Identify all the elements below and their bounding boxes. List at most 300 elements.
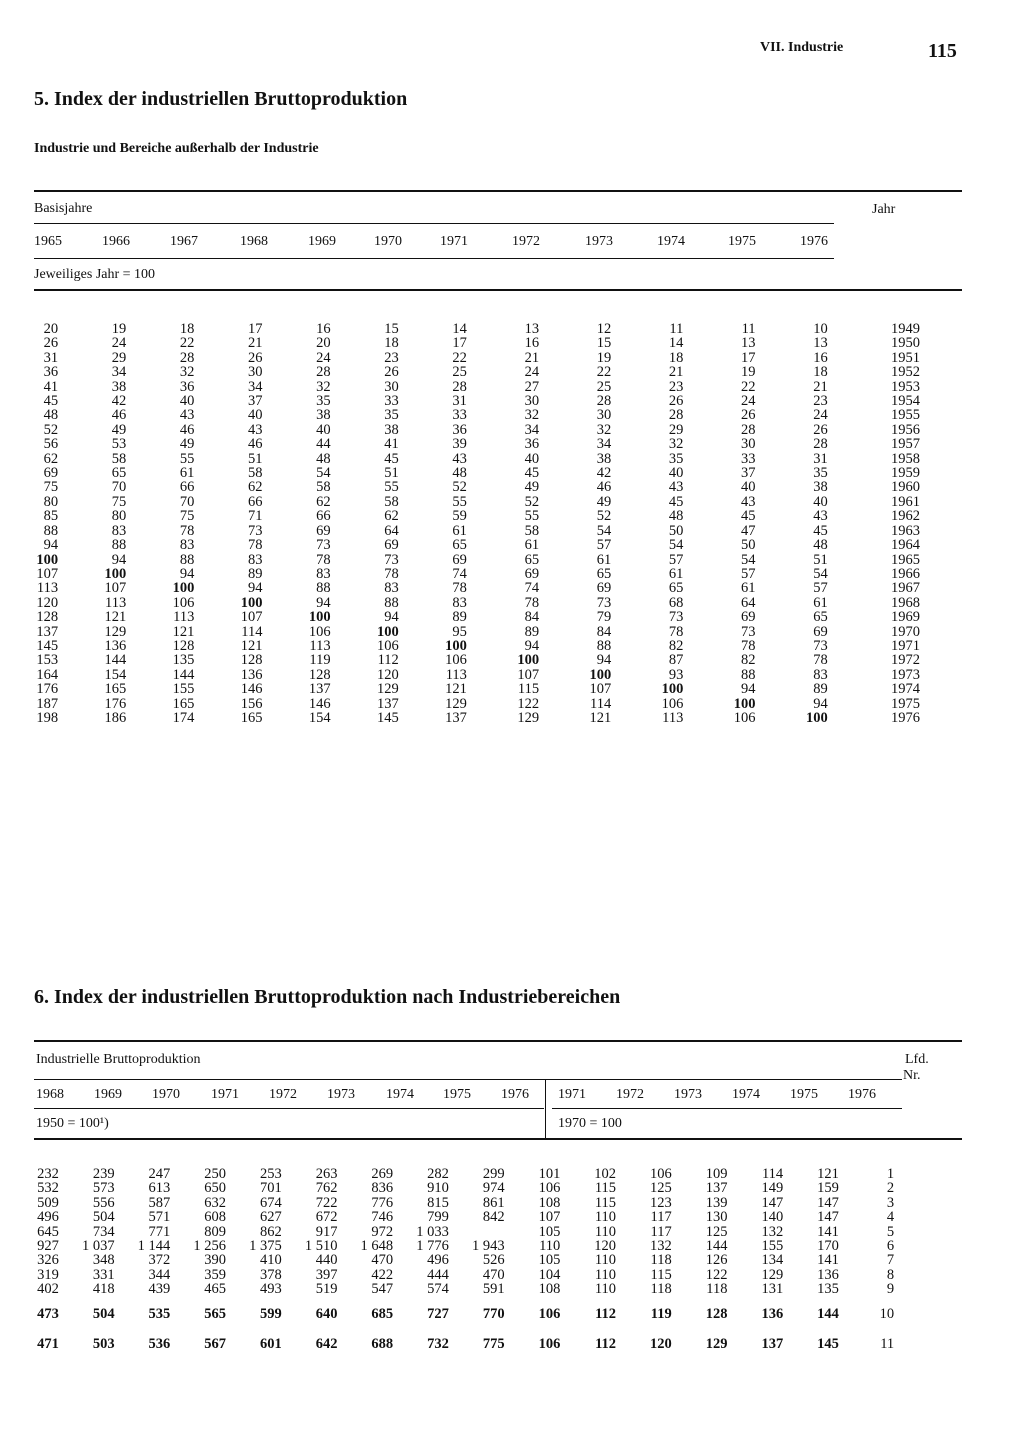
table-row bbox=[20, 553, 920, 567]
table5-cell: 28 bbox=[596, 393, 612, 410]
table5-row-year: 1951 bbox=[891, 349, 920, 366]
table-row bbox=[20, 336, 920, 350]
table5-cell: 58 bbox=[111, 450, 127, 467]
table6-cell-b: 147 bbox=[761, 1194, 784, 1211]
table5-cell: 113 bbox=[173, 609, 195, 626]
table5-cell: 94 bbox=[111, 551, 127, 568]
table6-cell-a: 504 bbox=[92, 1209, 115, 1226]
table6-cell-b: 144 bbox=[705, 1238, 728, 1255]
table5-cell: 83 bbox=[179, 537, 195, 554]
table-row bbox=[20, 524, 920, 538]
table5-cell: 68 bbox=[668, 594, 684, 611]
table5-cell: 120 bbox=[377, 666, 399, 683]
table6-cell-a: 253 bbox=[259, 1166, 282, 1182]
table-row bbox=[20, 322, 920, 336]
table6-cell-a: 861 bbox=[482, 1194, 505, 1211]
table-row bbox=[20, 509, 920, 523]
table5-cell: 82 bbox=[741, 652, 756, 669]
table6-cell-a: 770 bbox=[482, 1305, 505, 1322]
table-row bbox=[20, 711, 920, 725]
table5-cell: 56 bbox=[43, 436, 59, 453]
table6-cell-b: 159 bbox=[817, 1180, 839, 1197]
table6-cell-b: 122 bbox=[705, 1266, 728, 1283]
table6-cell-b: 149 bbox=[761, 1180, 784, 1197]
table-row bbox=[20, 697, 920, 711]
table5-row-year: 1968 bbox=[891, 594, 920, 611]
table5-cell: 69 bbox=[43, 465, 59, 482]
table5-cell: 62 bbox=[43, 450, 59, 467]
table5-cell: 30 bbox=[741, 436, 756, 453]
table6-year-b: 1974 bbox=[732, 1087, 760, 1102]
table5-cell: 78 bbox=[384, 565, 399, 582]
table6-cell-a: 503 bbox=[92, 1336, 115, 1353]
table6-cell-a: 587 bbox=[148, 1194, 171, 1211]
table5-cell: 79 bbox=[596, 609, 612, 626]
table5-cell: 75 bbox=[179, 508, 195, 525]
table5-cell: 64 bbox=[741, 594, 756, 611]
table5-cell: 26 bbox=[248, 349, 263, 366]
table6-cell-b: 110 bbox=[594, 1209, 617, 1226]
table6-cell-b: 106 bbox=[538, 1180, 561, 1197]
table5-cell: 107 bbox=[589, 681, 612, 698]
table6-cell-b: 112 bbox=[595, 1305, 617, 1322]
table5-cell: 155 bbox=[172, 681, 195, 698]
table6-cell-a: 263 bbox=[315, 1166, 338, 1182]
table5-row-year: 1961 bbox=[891, 493, 920, 510]
table5-cell: 25 bbox=[596, 378, 612, 395]
table6-row-number: 1 bbox=[886, 1166, 895, 1182]
table5-cell: 43 bbox=[452, 450, 467, 467]
table5-cell: 34 bbox=[111, 364, 127, 381]
table5-cell: 95 bbox=[452, 623, 467, 640]
table6-cell-a: 1 256 bbox=[193, 1238, 226, 1255]
table6-cell-a: 444 bbox=[427, 1266, 449, 1283]
table6-cell-a: 727 bbox=[427, 1305, 449, 1322]
table-row bbox=[20, 682, 920, 696]
table5-cell: 87 bbox=[668, 652, 684, 669]
table6-cell-a: 465 bbox=[204, 1281, 226, 1298]
table6-cell-b: 120 bbox=[594, 1238, 617, 1255]
table5-cell: 107 bbox=[240, 609, 263, 626]
table6-base-a: 1950 = 100¹) bbox=[36, 1116, 109, 1131]
table6-group-rule bbox=[34, 1079, 902, 1080]
table5-header-rule bbox=[34, 289, 962, 291]
table5-cell: 88 bbox=[43, 522, 59, 539]
table6-cell-a: 470 bbox=[371, 1252, 394, 1269]
table5-cell: 113 bbox=[105, 594, 127, 611]
table5-cell: 69 bbox=[813, 623, 828, 640]
table6-cell-b: 145 bbox=[817, 1336, 839, 1353]
table5-cell: 164 bbox=[36, 666, 59, 683]
table6-cell-a: 378 bbox=[259, 1266, 282, 1283]
table6-cell-b: 115 bbox=[594, 1194, 617, 1211]
table6-nr-label-2: Nr. bbox=[903, 1068, 921, 1083]
table5-cell: 94 bbox=[596, 652, 612, 669]
table6-cell-b: 128 bbox=[705, 1305, 728, 1322]
table5-cell: 107 bbox=[517, 666, 540, 683]
table5-cell: 54 bbox=[741, 551, 756, 568]
table5-cell: 22 bbox=[596, 364, 612, 381]
table5-cell: 21 bbox=[668, 364, 684, 381]
table6-cell-b: 108 bbox=[538, 1281, 561, 1298]
table6-cell-b: 132 bbox=[761, 1223, 784, 1240]
table-row bbox=[20, 1282, 930, 1296]
table5-cell: 100 bbox=[172, 580, 195, 597]
table5-cell: 153 bbox=[36, 652, 59, 669]
table5-cell: 146 bbox=[240, 681, 263, 698]
table6-cell-b: 141 bbox=[817, 1223, 839, 1240]
table5-cell: 145 bbox=[377, 709, 399, 726]
table5-cell: 106 bbox=[445, 652, 467, 669]
table5-cell: 83 bbox=[452, 594, 467, 611]
table5-cell: 37 bbox=[248, 393, 263, 410]
table6-row-number: 3 bbox=[886, 1194, 895, 1211]
table5-cell: 52 bbox=[524, 493, 540, 510]
table5-cell: 88 bbox=[384, 594, 399, 611]
table5-cell: 22 bbox=[179, 335, 195, 352]
table5-cell: 35 bbox=[384, 407, 399, 424]
table6-cell-a: 640 bbox=[315, 1305, 338, 1322]
table6-header-rule bbox=[34, 1138, 962, 1140]
table5-cell: 42 bbox=[111, 393, 127, 410]
table6-cell-a: 573 bbox=[92, 1180, 115, 1197]
table5-cell: 135 bbox=[172, 652, 195, 669]
table5-cell: 100 bbox=[517, 652, 540, 669]
table6-cell-a: 344 bbox=[148, 1266, 171, 1283]
table-row bbox=[20, 596, 920, 610]
table5-cell: 61 bbox=[741, 580, 756, 597]
table5-cell: 129 bbox=[445, 695, 467, 712]
table5-cell: 43 bbox=[179, 407, 195, 424]
table6-cell-a: 650 bbox=[204, 1180, 226, 1197]
table5-cell: 119 bbox=[309, 652, 331, 669]
table6-cell-a: 1 037 bbox=[81, 1238, 115, 1255]
table5-cell: 32 bbox=[524, 407, 540, 424]
table5-cell: 78 bbox=[668, 623, 684, 640]
table5-cell: 10 bbox=[813, 321, 828, 337]
table6-year-a: 1973 bbox=[327, 1087, 355, 1102]
table5-cell: 73 bbox=[248, 522, 263, 539]
table5-cell: 22 bbox=[452, 349, 467, 366]
table5-cell: 50 bbox=[668, 522, 684, 539]
table6-cell-b: 114 bbox=[761, 1166, 784, 1182]
table5-cell: 45 bbox=[668, 493, 684, 510]
table6-year-rule-a bbox=[34, 1108, 544, 1109]
table5-row-year: 1973 bbox=[891, 666, 920, 683]
table5-row-year: 1974 bbox=[891, 681, 920, 698]
table5-cell: 54 bbox=[813, 565, 828, 582]
table5-cell: 57 bbox=[596, 537, 612, 554]
table5-cell: 55 bbox=[524, 508, 540, 525]
table5-cell: 61 bbox=[452, 522, 467, 539]
table5-cell: 38 bbox=[384, 421, 399, 438]
table6-cell-a: 470 bbox=[482, 1266, 505, 1283]
table5-cell: 128 bbox=[308, 666, 331, 683]
table5-cell: 82 bbox=[668, 637, 684, 654]
table6-cell-a: 1 510 bbox=[304, 1238, 338, 1255]
table6-cell-a: 536 bbox=[148, 1336, 171, 1353]
table6-cell-b: 110 bbox=[594, 1281, 617, 1298]
table5-cell: 94 bbox=[524, 637, 540, 654]
table5-cell: 106 bbox=[172, 594, 195, 611]
table6-cell-a: 239 bbox=[92, 1166, 115, 1182]
table5-cell: 89 bbox=[452, 609, 467, 626]
table5-cell: 71 bbox=[248, 508, 263, 525]
table5-cell: 33 bbox=[741, 450, 756, 467]
table5-base-note: Jeweiliges Jahr = 100 bbox=[34, 267, 156, 282]
table5-cell: 36 bbox=[452, 421, 467, 438]
table-row bbox=[20, 1181, 930, 1195]
table-row bbox=[20, 1253, 930, 1267]
table5-cell: 43 bbox=[668, 479, 684, 496]
table5-cell: 13 bbox=[524, 321, 540, 337]
table5-cell: 52 bbox=[596, 508, 612, 525]
table5-title: 5. Index der industriellen Bruttoproduktion bbox=[34, 88, 408, 110]
table5-cell: 41 bbox=[43, 378, 59, 395]
table5-cell: 19 bbox=[596, 349, 612, 366]
table5-basis-year: 1975 bbox=[728, 234, 756, 249]
table5-cell: 65 bbox=[524, 551, 540, 568]
table5-cell: 176 bbox=[36, 681, 59, 698]
table5-cell: 62 bbox=[384, 508, 399, 525]
table5-cell: 112 bbox=[377, 652, 399, 669]
table5-basis-year: 1967 bbox=[170, 234, 198, 249]
table6-cell-b: 136 bbox=[817, 1266, 839, 1283]
table5-cell: 46 bbox=[111, 407, 127, 424]
table-row bbox=[20, 538, 920, 552]
table5-cell: 83 bbox=[316, 565, 331, 582]
table5-cell: 40 bbox=[741, 479, 756, 496]
table5-row-year: 1967 bbox=[891, 580, 920, 597]
table6-cell-b: 110 bbox=[594, 1252, 617, 1269]
table5-cell: 51 bbox=[813, 551, 828, 568]
table5-cell: 66 bbox=[316, 508, 331, 525]
table5-cell: 33 bbox=[452, 407, 467, 424]
table5-cell: 48 bbox=[316, 450, 331, 467]
table5-cell: 128 bbox=[36, 609, 59, 626]
table6-year-a: 1975 bbox=[443, 1087, 471, 1102]
table5-cell: 121 bbox=[445, 681, 467, 698]
table5-row-year: 1956 bbox=[891, 421, 920, 438]
table5-cell: 54 bbox=[668, 537, 684, 554]
table6-cell-b: 132 bbox=[650, 1238, 672, 1255]
table6-cell-a: 917 bbox=[315, 1223, 338, 1240]
table6-cell-a: 688 bbox=[371, 1336, 394, 1353]
table6-cell-a: 319 bbox=[37, 1266, 59, 1283]
table5-row-year: 1952 bbox=[891, 364, 920, 381]
table6-cell-a: 1 648 bbox=[360, 1238, 394, 1255]
table5-row-year: 1976 bbox=[891, 709, 920, 726]
table5-row-year: 1964 bbox=[891, 537, 920, 554]
table6-cell-a: 632 bbox=[204, 1194, 226, 1211]
table6-cell-b: 120 bbox=[650, 1336, 672, 1353]
table5-cell: 16 bbox=[524, 335, 540, 352]
table5-cell: 58 bbox=[316, 479, 331, 496]
table5-cell: 129 bbox=[104, 623, 127, 640]
table6-cell-b: 109 bbox=[705, 1166, 728, 1182]
table5-cell: 137 bbox=[36, 623, 59, 640]
table5-cell: 113 bbox=[309, 637, 331, 654]
table5-row-year: 1960 bbox=[891, 479, 920, 496]
table5-cell: 80 bbox=[111, 508, 127, 525]
table6-cell-b: 117 bbox=[650, 1209, 672, 1226]
table5-cell: 33 bbox=[384, 393, 399, 410]
table6-cell-a: 402 bbox=[37, 1281, 59, 1298]
table6-row-number: 5 bbox=[886, 1223, 895, 1240]
table6-top-rule bbox=[34, 1040, 962, 1042]
table5-cell: 93 bbox=[668, 666, 684, 683]
table5-cell: 100 bbox=[445, 637, 467, 654]
table5-cell: 20 bbox=[43, 321, 59, 337]
table5-cell: 31 bbox=[813, 450, 828, 467]
table6-year-a: 1971 bbox=[211, 1087, 239, 1102]
table5-row-year: 1953 bbox=[891, 378, 920, 395]
table6-year-a: 1974 bbox=[386, 1087, 414, 1102]
table5-cell: 46 bbox=[596, 479, 612, 496]
table5-cell: 121 bbox=[589, 709, 612, 726]
table5-cell: 46 bbox=[179, 421, 195, 438]
table5-cell: 61 bbox=[179, 465, 195, 482]
table6-cell-a: 565 bbox=[204, 1305, 226, 1322]
table5-cell: 43 bbox=[248, 421, 263, 438]
table5-basis-year: 1973 bbox=[585, 234, 613, 249]
table6-cell-b: 147 bbox=[817, 1209, 839, 1226]
table5-cell: 19 bbox=[111, 321, 127, 337]
table5-cell: 28 bbox=[741, 421, 756, 438]
table5-cell: 32 bbox=[668, 436, 684, 453]
table5-cell: 38 bbox=[596, 450, 612, 467]
table5-row-year: 1969 bbox=[891, 609, 920, 626]
table6-cell-a: 496 bbox=[427, 1252, 449, 1269]
table6-cell-b: 125 bbox=[705, 1223, 728, 1240]
table5-cell: 36 bbox=[524, 436, 540, 453]
table5-cell: 146 bbox=[308, 695, 331, 712]
table-row bbox=[20, 653, 920, 667]
table-row bbox=[20, 452, 920, 466]
table6-cell-a: 642 bbox=[315, 1336, 338, 1353]
table5-cell: 36 bbox=[43, 364, 59, 381]
table6-cell-b: 102 bbox=[594, 1166, 617, 1182]
table5-cell: 48 bbox=[43, 407, 59, 424]
table-row bbox=[20, 423, 920, 437]
table5-cell: 84 bbox=[524, 609, 540, 626]
table5-cell: 22 bbox=[741, 378, 756, 395]
table5-cell: 45 bbox=[524, 465, 540, 482]
table5-row-year: 1950 bbox=[891, 335, 920, 352]
table6-cell-b: 118 bbox=[650, 1281, 672, 1298]
table5-cell: 43 bbox=[741, 493, 756, 510]
table5-row-year: 1949 bbox=[891, 321, 920, 337]
table5-cell: 78 bbox=[524, 594, 540, 611]
table5-cell: 83 bbox=[111, 522, 127, 539]
table6-row-number: 8 bbox=[886, 1266, 895, 1283]
table6-cell-b: 147 bbox=[817, 1194, 839, 1211]
table5-cell: 13 bbox=[813, 335, 828, 352]
table5-cell: 136 bbox=[104, 637, 127, 654]
table5-cell: 29 bbox=[668, 421, 684, 438]
table-row bbox=[20, 351, 920, 365]
table5-cell: 65 bbox=[813, 609, 828, 626]
table5-cell: 186 bbox=[104, 709, 127, 726]
table5-cell: 94 bbox=[813, 695, 828, 712]
table6-year-a: 1969 bbox=[94, 1087, 122, 1102]
table5-cell: 46 bbox=[248, 436, 263, 453]
table5-cell: 23 bbox=[668, 378, 684, 395]
table5-cell: 16 bbox=[316, 321, 331, 337]
table5-cell: 88 bbox=[316, 580, 331, 597]
table5-cell: 44 bbox=[316, 436, 331, 453]
table5-basis-year: 1965 bbox=[34, 234, 62, 249]
table5-cell: 11 bbox=[741, 321, 756, 337]
table5-cell: 100 bbox=[661, 681, 684, 698]
table5-cell: 69 bbox=[452, 551, 467, 568]
table6-cell-a: 836 bbox=[371, 1180, 394, 1197]
table6-cell-a: 776 bbox=[371, 1194, 394, 1211]
table5-cell: 12 bbox=[596, 321, 612, 337]
table6-row-number: 4 bbox=[886, 1209, 895, 1226]
table5-cell: 32 bbox=[316, 378, 331, 395]
table5-cell: 45 bbox=[813, 522, 828, 539]
table6-cell-b: 130 bbox=[705, 1209, 728, 1226]
table5-cell: 18 bbox=[179, 321, 195, 337]
table6-cell-a: 701 bbox=[259, 1180, 282, 1197]
table5-cell: 84 bbox=[596, 623, 612, 640]
table5-row-year: 1971 bbox=[891, 637, 920, 654]
table5-top-rule bbox=[34, 190, 962, 192]
table6-cell-a: 842 bbox=[482, 1209, 505, 1226]
table5-cell: 49 bbox=[524, 479, 540, 496]
table5-cell: 17 bbox=[248, 321, 263, 337]
table5-cell: 21 bbox=[248, 335, 263, 352]
table5-cell: 26 bbox=[813, 421, 828, 438]
table6-cell-b: 141 bbox=[817, 1252, 839, 1269]
table-row bbox=[20, 365, 920, 379]
table5-cell: 129 bbox=[517, 709, 540, 726]
table-row bbox=[20, 466, 920, 480]
table5-cell: 24 bbox=[741, 393, 756, 410]
table-row bbox=[20, 1167, 930, 1181]
table6-cell-b: 118 bbox=[650, 1252, 672, 1269]
table6-cell-b: 135 bbox=[817, 1281, 839, 1298]
table5-cell: 28 bbox=[668, 407, 684, 424]
table6-year-a: 1972 bbox=[269, 1087, 297, 1102]
table5-cell: 18 bbox=[384, 335, 399, 352]
table-row bbox=[20, 1225, 930, 1239]
table5-cell: 106 bbox=[308, 623, 331, 640]
table5-cell: 14 bbox=[668, 335, 684, 352]
table5-basis-year: 1971 bbox=[440, 234, 468, 249]
table5-cell: 106 bbox=[661, 695, 684, 712]
table5-cell: 113 bbox=[445, 666, 467, 683]
table5-cell: 48 bbox=[813, 537, 828, 554]
table5-cell: 62 bbox=[248, 479, 263, 496]
table-row bbox=[20, 408, 920, 422]
table-row bbox=[20, 610, 920, 624]
table6-cell-a: 410 bbox=[259, 1252, 282, 1269]
table5-cell: 15 bbox=[384, 321, 399, 337]
table5-cell: 65 bbox=[452, 537, 467, 554]
table5-cell: 64 bbox=[384, 522, 399, 539]
table5-cell: 176 bbox=[104, 695, 127, 712]
table6-cell-a: 526 bbox=[482, 1252, 505, 1269]
table5-cell: 45 bbox=[741, 508, 756, 525]
table5-cell: 136 bbox=[240, 666, 263, 683]
table5-cell: 100 bbox=[308, 609, 331, 626]
table6-cell-a: 613 bbox=[148, 1180, 171, 1197]
table-row bbox=[20, 1297, 930, 1321]
table5-cell: 88 bbox=[741, 666, 756, 683]
table5-cell: 28 bbox=[316, 364, 331, 381]
